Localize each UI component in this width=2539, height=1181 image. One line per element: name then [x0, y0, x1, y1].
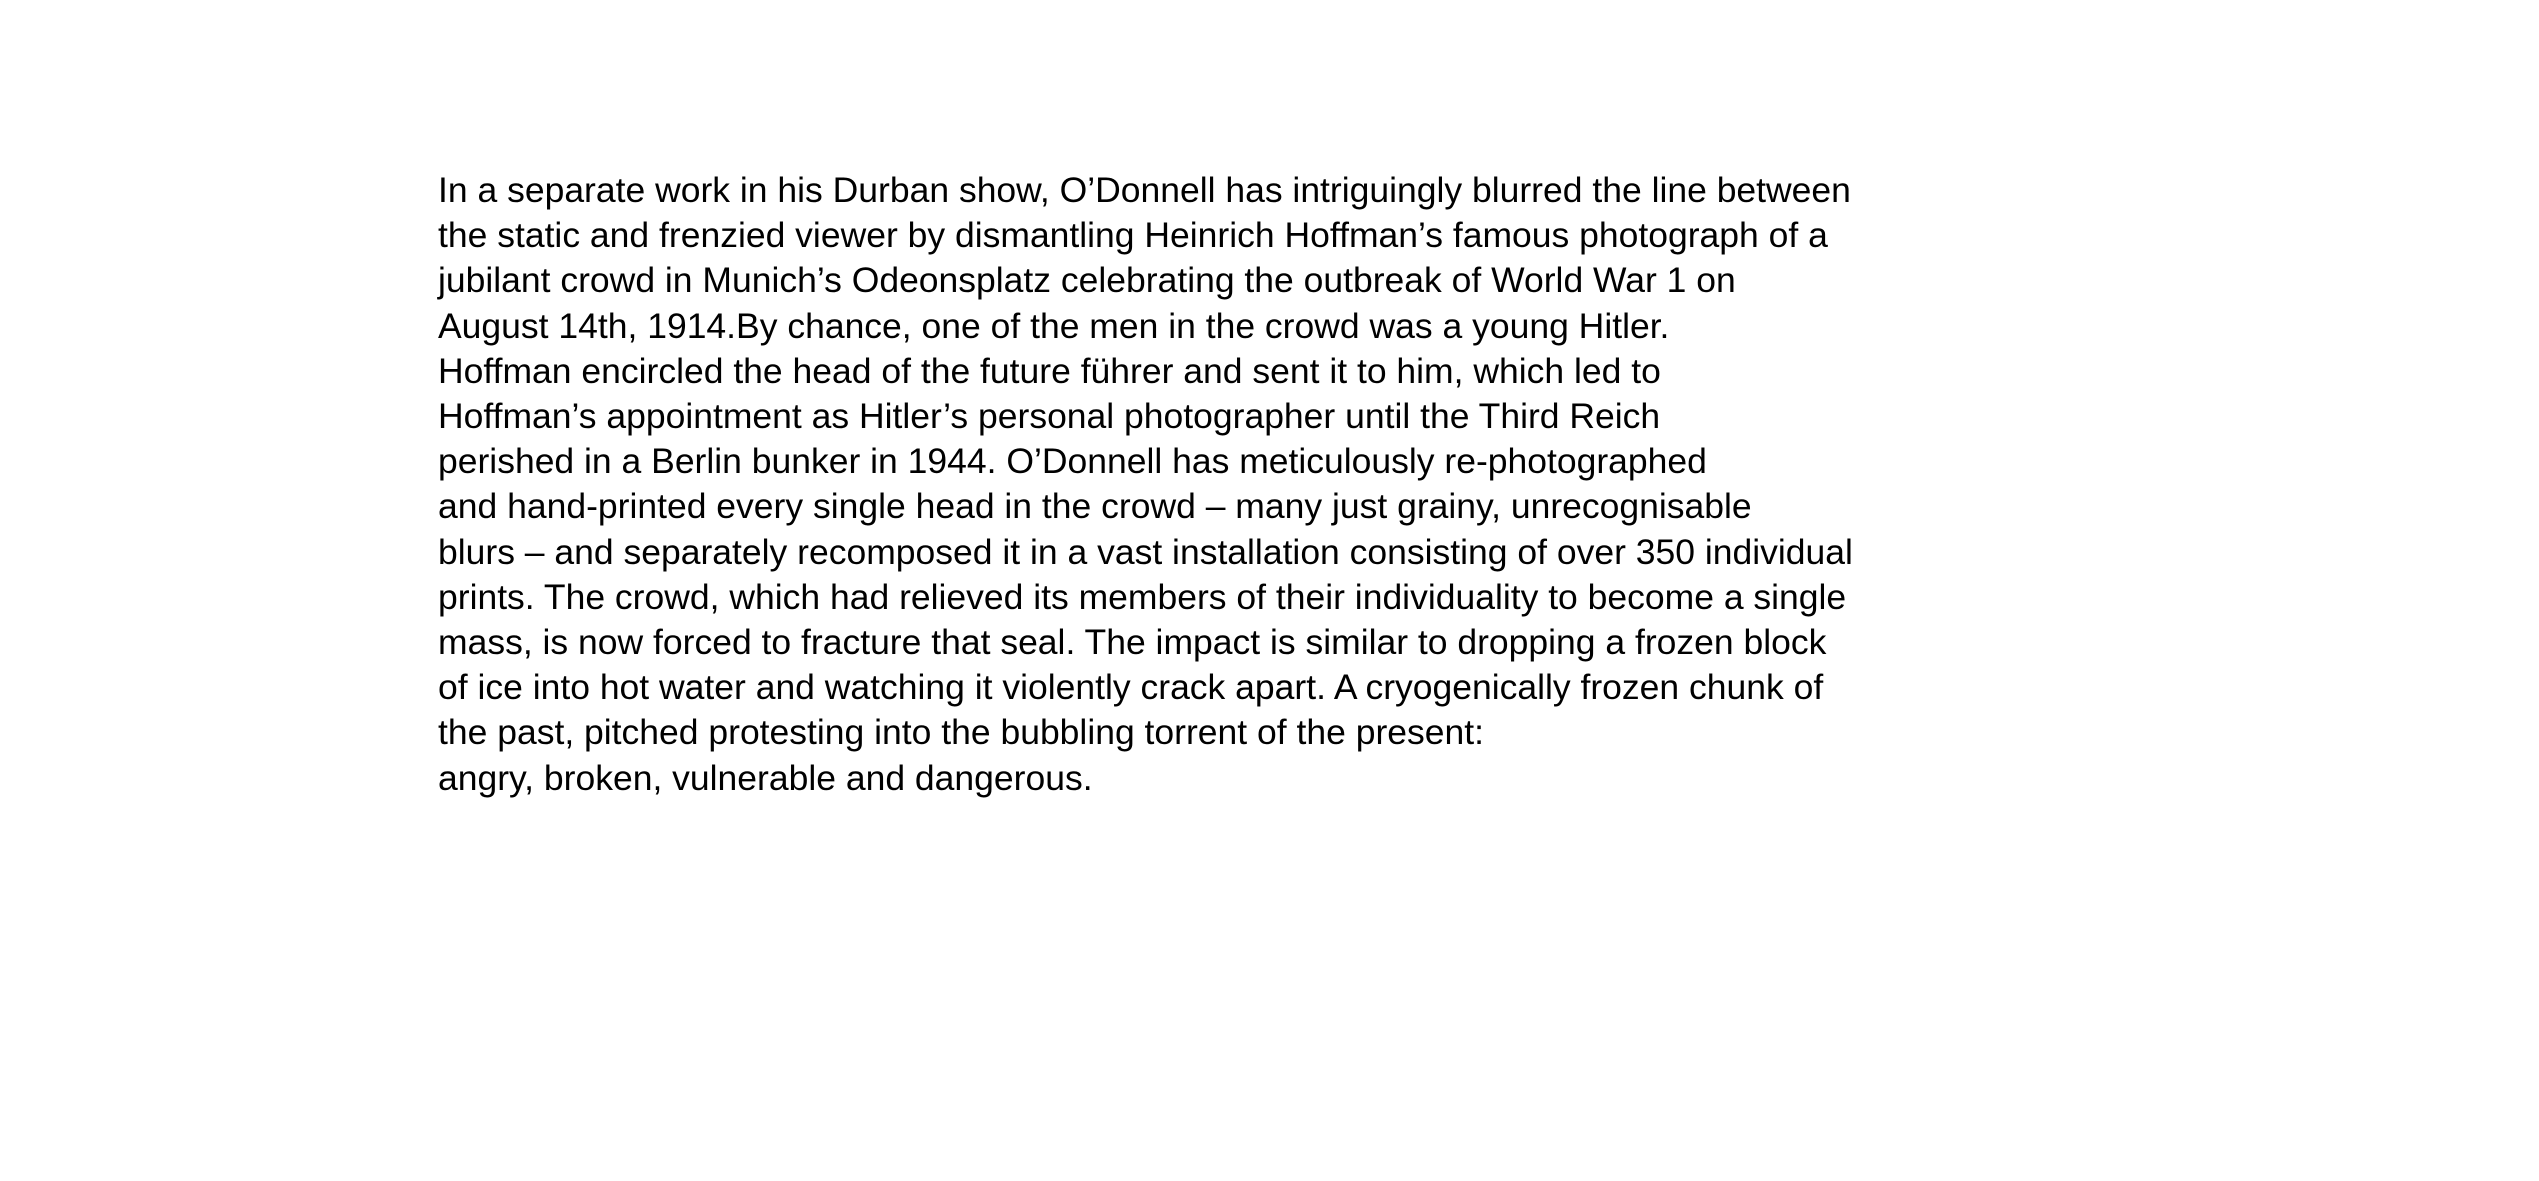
- paragraph-line: and hand-printed every single head in the crowd – many just grainy, unrecognisable: [438, 486, 1752, 527]
- paragraph-line: perished in a Berlin bunker in 1944. O’Donnell has meticulously re-photographed: [438, 441, 1707, 482]
- paragraph-line: Hoffman encircled the head of the future führer and sent it to him, which led to: [438, 350, 1661, 391]
- paragraph-line: jubilant crowd in Munich’s Odeonsplatz celebrating the outbreak of World War 1 on: [438, 260, 1736, 301]
- paragraph-line: Hoffman’s appointment as Hitler’s personal photographer until the Third Reich: [438, 396, 1661, 437]
- paragraph-line: the past, pitched protesting into the bubbling torrent of the present:: [438, 712, 1484, 753]
- paragraph-line: August 14th, 1914.By chance, one of the men in the crowd was a young Hitler.: [438, 305, 1670, 346]
- paragraph-line: of ice into hot water and watching it violently crack apart. A cryogenically frozen chunk of: [438, 667, 1824, 708]
- paragraph-line: prints. The crowd, which had relieved its members of their individuality to become a single: [438, 576, 1847, 617]
- body-paragraph: [438, 168, 2038, 801]
- paragraph-line: the static and frenzied viewer by dismantling Heinrich Hoffman’s famous photograph of a: [438, 215, 1828, 256]
- paragraph-line: angry, broken, vulnerable and dangerous.: [438, 757, 1093, 798]
- paragraph-line: mass, is now forced to fracture that seal. The impact is similar to dropping a frozen block: [438, 622, 1827, 663]
- paragraph-line: In a separate work in his Durban show, O’Donnell has intriguingly blurred the line between: [438, 170, 1851, 210]
- paragraph-line: blurs – and separately recomposed it in a vast installation consisting of over 350 individual: [438, 531, 1853, 572]
